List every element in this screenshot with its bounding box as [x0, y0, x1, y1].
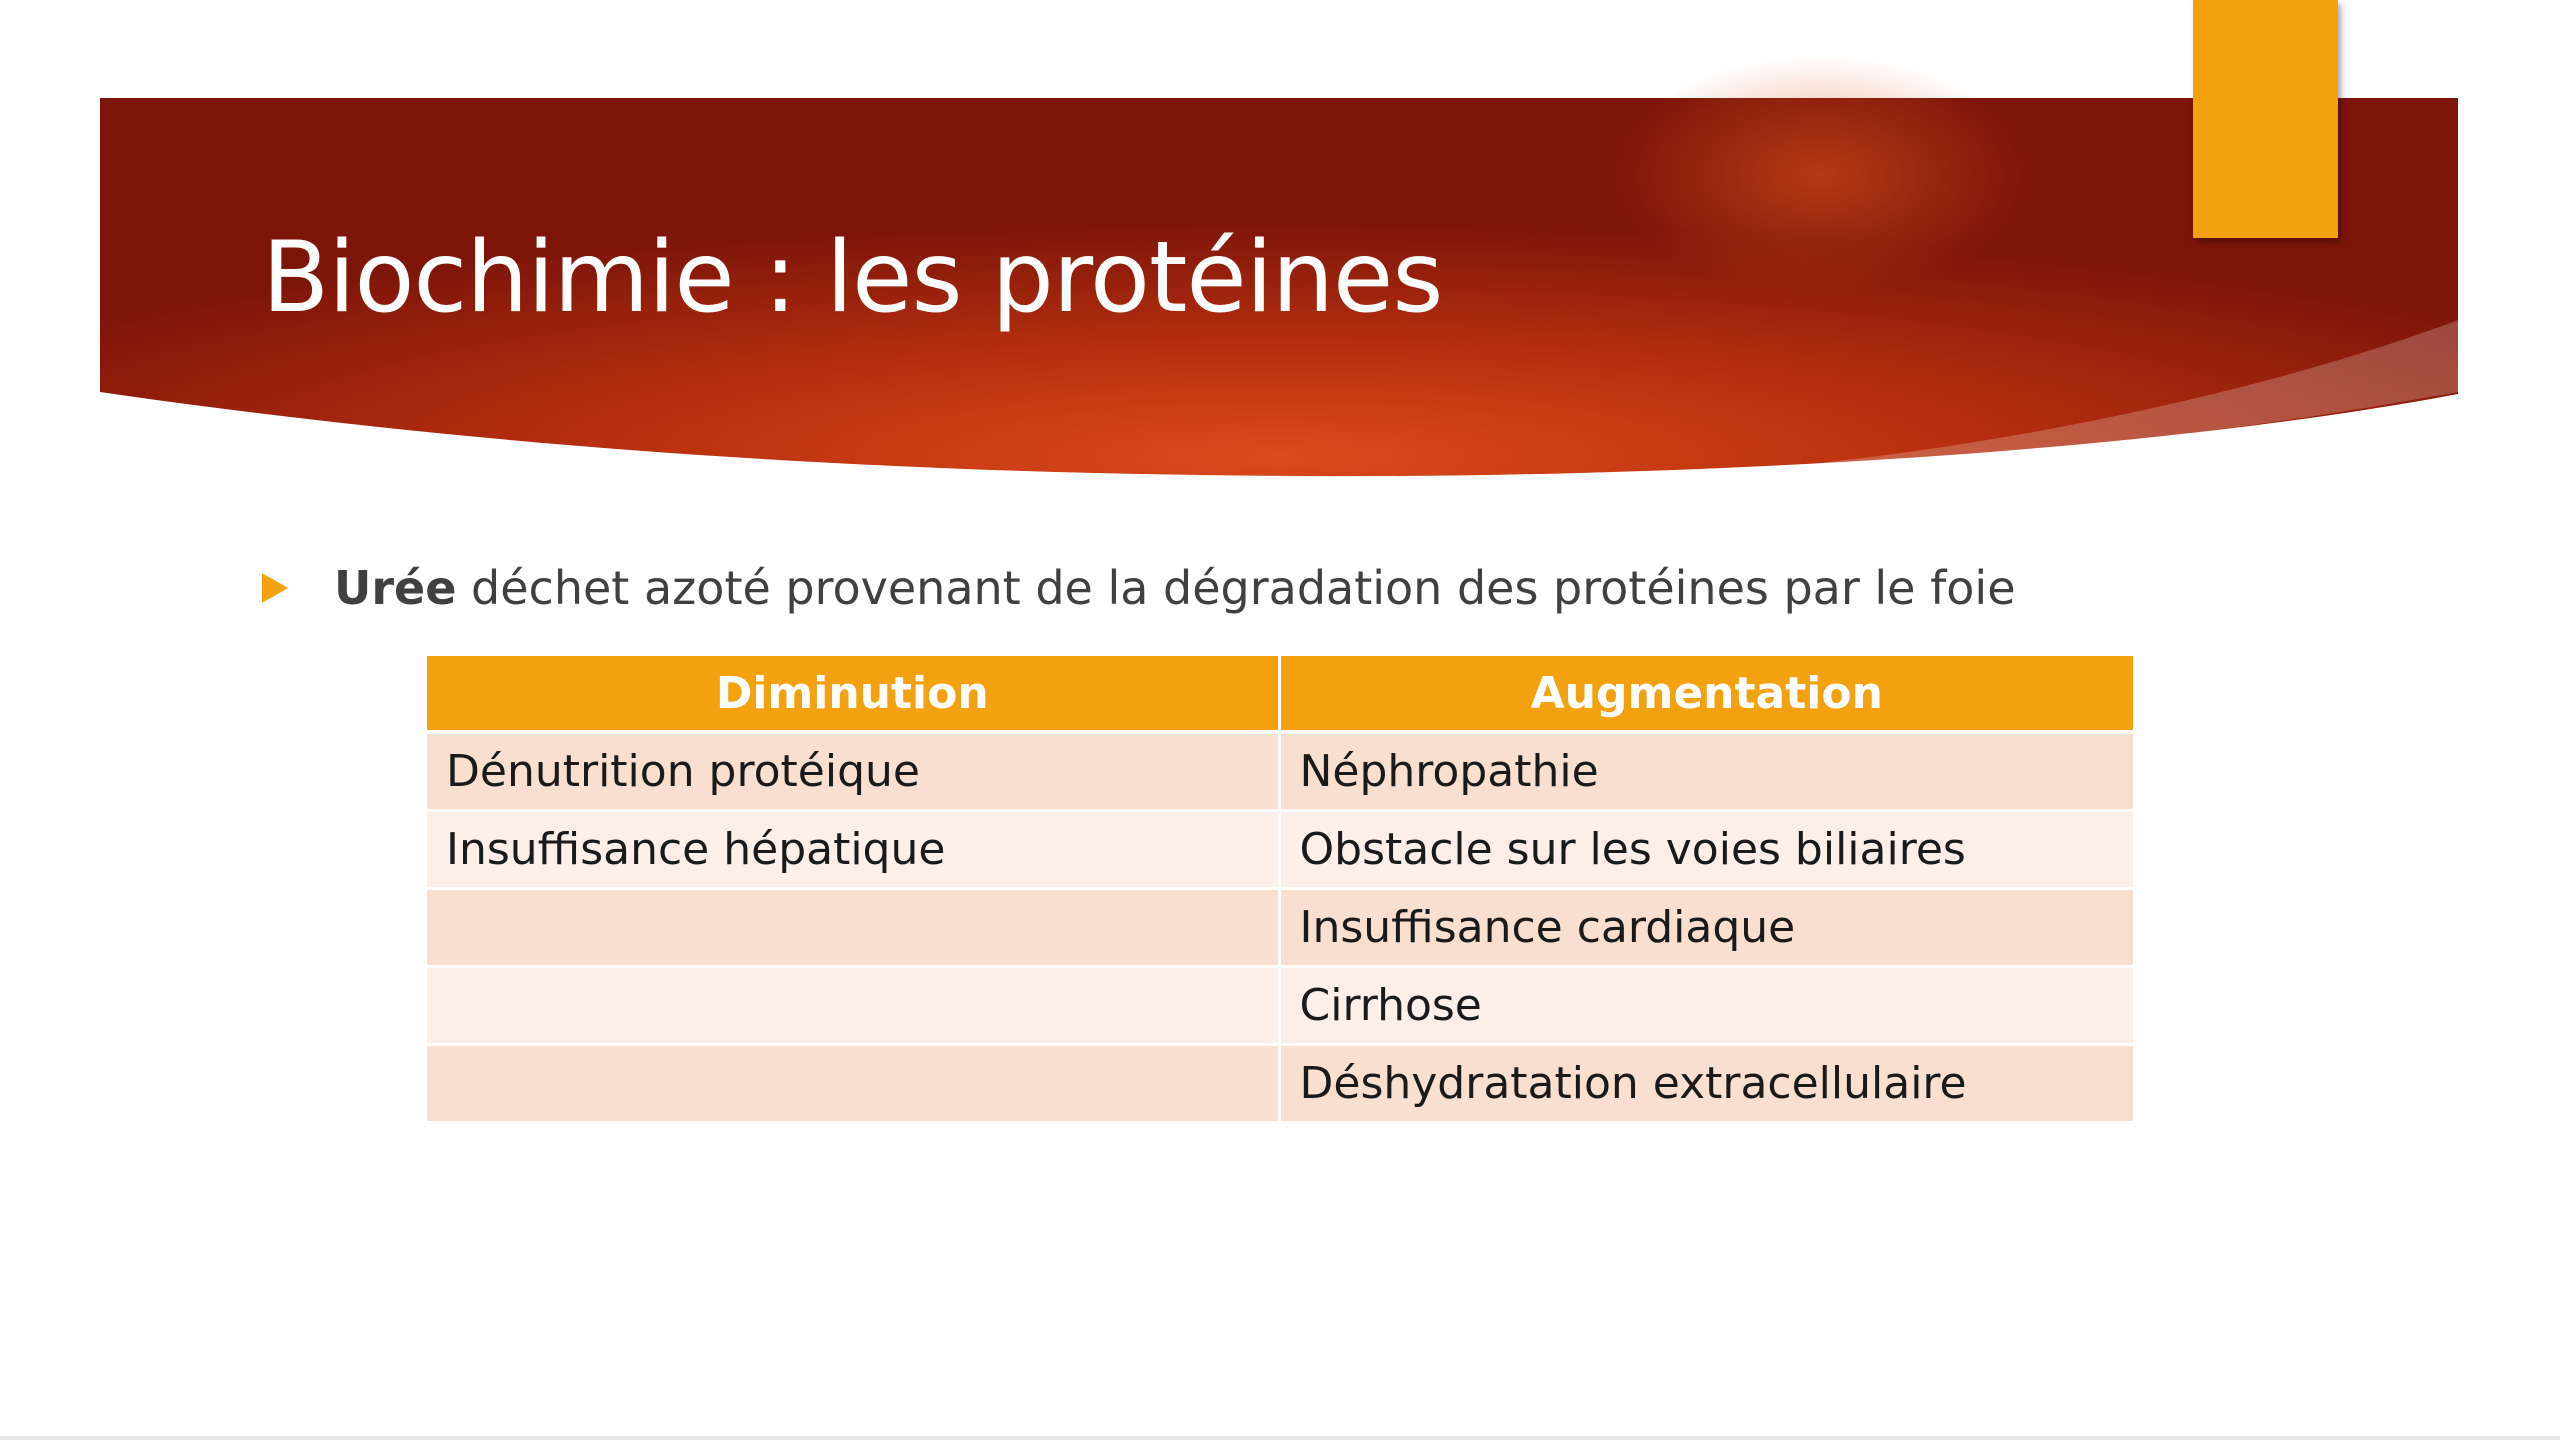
table-cell: Insuffisance hépatique [427, 811, 1279, 889]
table-cell [427, 889, 1279, 967]
bullet-item [262, 553, 2016, 623]
bullet-term: Urée [334, 561, 457, 615]
table-cell: Déshydratation extracellulaire [1279, 1045, 2133, 1123]
header-augmentation: Augmentation [1279, 656, 2133, 732]
bullet-text [334, 561, 2016, 615]
triangle-right-icon [262, 573, 288, 603]
bullet-description: déchet azoté provenant de la dégradation des protéines par le foie [456, 561, 2016, 615]
slide-title: Biochimie : les protéines [262, 221, 1443, 335]
table-cell: Néphropathie [1279, 732, 2133, 811]
table-cell: Obstacle sur les voies biliaires [1279, 811, 2133, 889]
header-diminution: Diminution [427, 656, 1279, 732]
table-cell: Insuffisance cardiaque [1279, 889, 2133, 967]
table-row [427, 732, 2133, 811]
table-cell: Dénutrition protéique [427, 732, 1279, 811]
table-cell [427, 1045, 1279, 1123]
table-row [427, 811, 2133, 889]
bottom-divider [0, 1436, 2560, 1440]
table-cell [427, 967, 1279, 1045]
accent-tab [2193, 0, 2338, 238]
table-row [427, 967, 2133, 1045]
table-row [427, 1045, 2133, 1123]
table-row [427, 889, 2133, 967]
uree-table [427, 656, 2133, 1124]
table-cell: Cirrhose [1279, 967, 2133, 1045]
table-header-row [427, 656, 2133, 732]
